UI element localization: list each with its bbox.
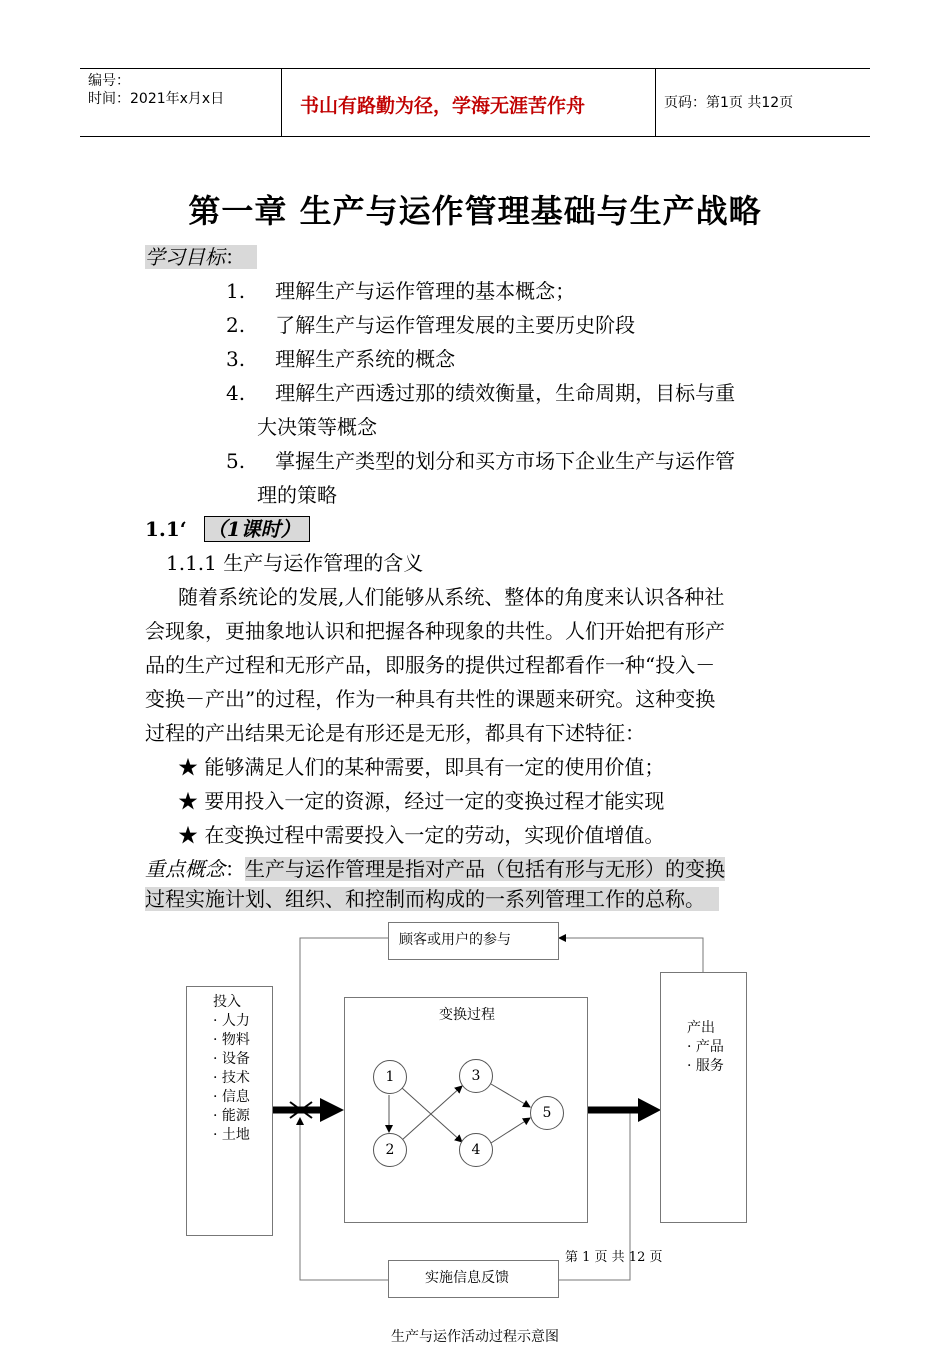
output-item: · 服务: [687, 1058, 724, 1074]
customer-right-connector: [559, 938, 703, 972]
key-concept-colon: ：: [225, 857, 245, 881]
input-item: · 信息: [213, 1089, 250, 1105]
input-item: · 设备: [213, 1051, 250, 1067]
objective-text: 理解生产系统的概念: [275, 347, 456, 371]
paragraph-line: 会现象，更抽象地认识和把握各种现象的共性。人们开始把有形产: [145, 619, 725, 643]
customer-participation-label: 顾客或用户的参与: [399, 932, 511, 948]
input-item: · 物料: [213, 1032, 250, 1048]
bullet-item: ★ 能够满足人们的某种需要，即具有一定的使用价值；: [178, 755, 665, 779]
bullet-item: ★ 要用投入一定的资源，经过一定的变换过程才能实现: [178, 789, 665, 813]
diagram-caption: 生产与运作活动过程示意图: [391, 1329, 559, 1345]
key-concept-label: 重点概念: [145, 857, 225, 881]
chapter-title: 第一章 生产与运作管理基础与生产战略: [188, 192, 762, 230]
header-time-label: 时间：2021年x月x日: [88, 91, 225, 107]
customer-participation-box: [388, 922, 559, 960]
process-node-5: 5: [530, 1096, 564, 1130]
objectives-label: 学习目标: [145, 245, 225, 269]
output-title: 产出: [687, 1020, 715, 1036]
objective-number: 3.: [226, 347, 246, 371]
header-page-code: 页码：第1页 共12页: [664, 95, 794, 111]
objective-text: 了解生产与运作管理发展的主要历史阶段: [275, 313, 636, 337]
input-item: · 人力: [213, 1013, 250, 1029]
objective-number: 4.: [226, 381, 246, 405]
process-node-1: 1: [373, 1060, 407, 1094]
section-hours: （1课时）: [204, 516, 310, 542]
feedback-label: 实施信息反馈: [425, 1270, 509, 1286]
objective-text: 理解生产与运作管理的基本概念；: [275, 279, 576, 303]
header-motto: 书山有路勤为径，学海无涯苦作舟: [300, 95, 586, 117]
process-node-2: 2: [373, 1133, 407, 1167]
bullet-item: ★ 在变换过程中需要投入一定的劳动，实现价值增值。: [178, 823, 665, 847]
subsection-heading: 1.1.1 生产与运作管理的含义: [166, 551, 424, 575]
feedback-box: [388, 1260, 559, 1298]
input-item: · 技术: [213, 1070, 250, 1086]
paragraph-line: 变换－产出”的过程，作为一种具有共性的课题来研究。这种变换: [145, 687, 716, 711]
input-box: [186, 986, 273, 1236]
header-number-label: 编号：: [88, 73, 130, 89]
key-concept-text: 生产与运作管理是指对产品（包括有形与无形）的变换: [245, 857, 725, 881]
transformation-title: 变换过程: [439, 1007, 495, 1023]
key-concept-text: 过程实施计划、组织、和控制而构成的一系列管理工作的总称。: [145, 887, 719, 911]
process-node-4: 4: [459, 1133, 493, 1167]
input-item: · 土地: [213, 1127, 250, 1143]
objective-text: 掌握生产类型的划分和买方市场下企业生产与运作管: [275, 449, 736, 473]
paragraph-line: 品的生产过程和无形产品，即服务的提供过程都看作一种“投入－: [145, 653, 716, 677]
objective-number: 2.: [226, 313, 246, 337]
paragraph-line: 随着系统论的发展,人们能够从系统、整体的角度来认识各种社: [178, 585, 725, 609]
input-title: 投入: [213, 994, 241, 1010]
output-arrow-head: [638, 1098, 661, 1122]
paragraph-line: 过程的产出结果无论是有形还是无形，都具有下述特征：: [145, 721, 645, 745]
process-node-3: 3: [459, 1059, 493, 1093]
input-item: · 能源: [213, 1108, 250, 1124]
section-number: 1.1‘: [145, 517, 187, 541]
objective-item-continued: 大决策等概念: [257, 415, 377, 439]
output-box: [660, 972, 747, 1223]
objective-number: 1.: [226, 279, 246, 303]
output-item: · 产品: [687, 1039, 724, 1055]
objectives-colon: ：: [225, 245, 245, 269]
input-arrow-head: [320, 1098, 344, 1122]
objective-number: 5.: [226, 449, 246, 473]
objective-item-continued: 理的策略: [257, 483, 337, 507]
objective-text: 理解生产西透过那的绩效衡量，生命周期，目标与重: [275, 381, 736, 405]
page-footer: 第 1 页 共 12 页: [565, 1250, 663, 1265]
